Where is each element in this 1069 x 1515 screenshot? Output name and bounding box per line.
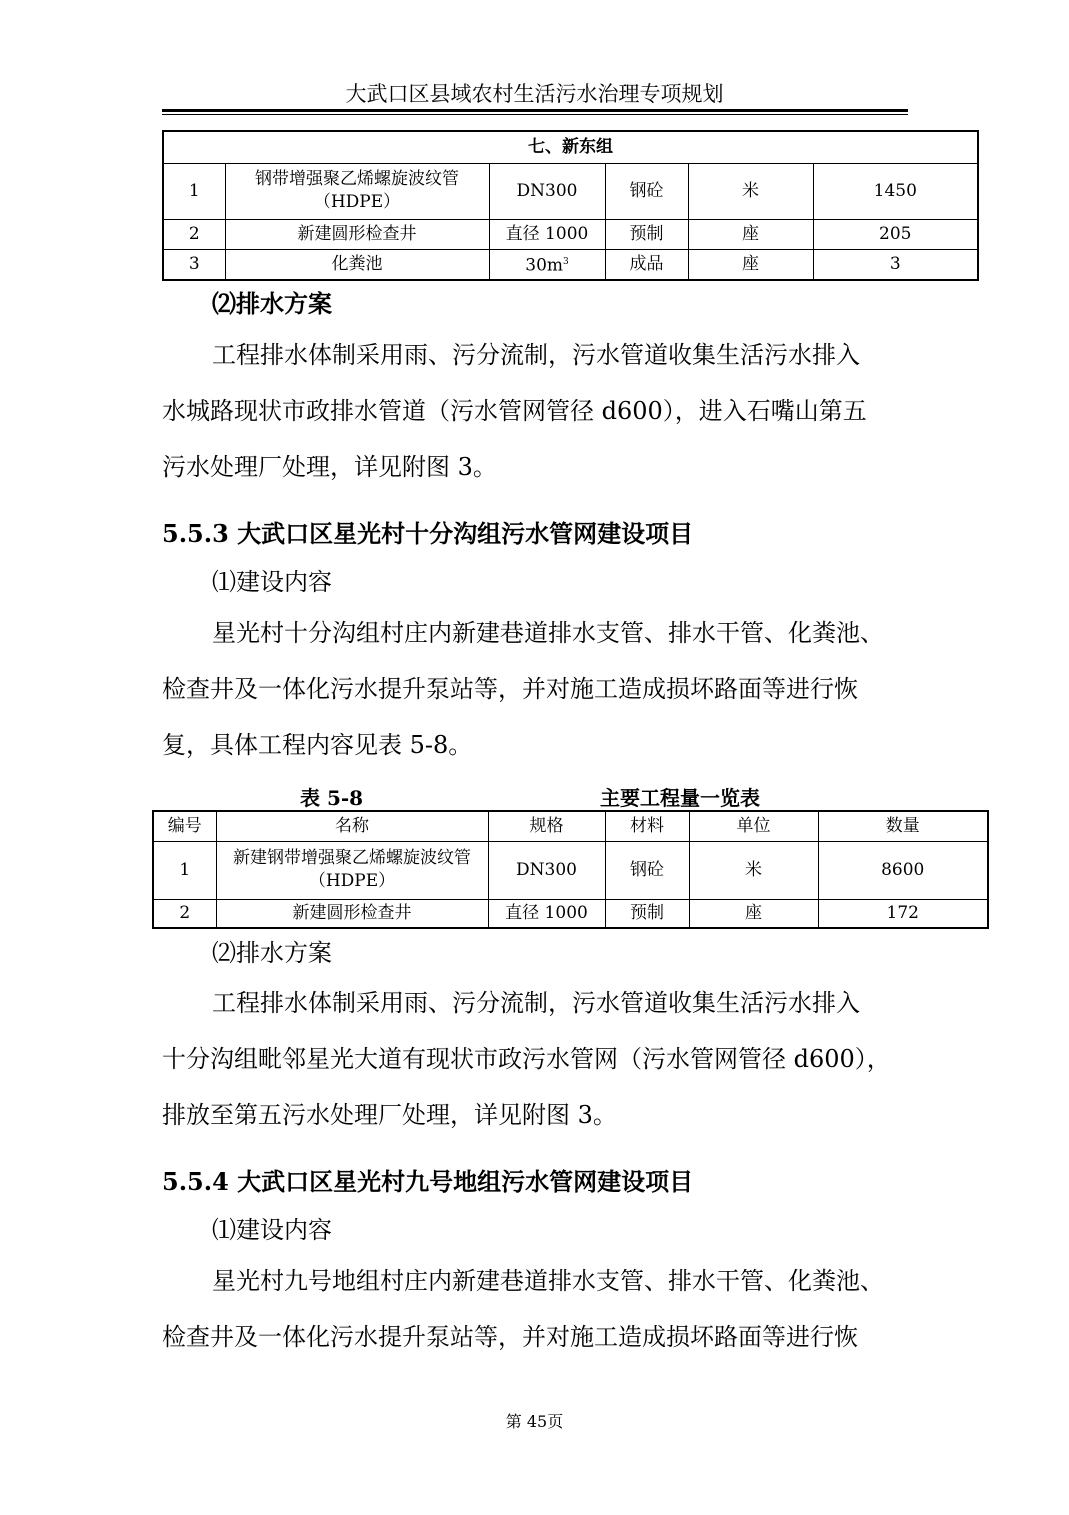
cell-name: 新建圆形检查井 bbox=[216, 899, 488, 928]
cell-unit: 座 bbox=[688, 219, 813, 249]
content-heading: ⑴建设内容 bbox=[212, 1216, 332, 1244]
table-5-8 bbox=[152, 810, 989, 929]
paragraph-line: 十分沟组毗邻星光大道有现状市政污水管网（污水管网管径 d600）， bbox=[162, 1045, 891, 1073]
table-xindong bbox=[162, 130, 979, 281]
paragraph-line: 复，具体工程内容见表 5-8。 bbox=[162, 731, 473, 759]
cell-name: 新建圆形检查井 bbox=[225, 219, 489, 249]
paragraph-line: 星光村九号地组村庄内新建巷道排水支管、排水干管、化粪池、 bbox=[212, 1267, 884, 1295]
table-header-row bbox=[153, 811, 988, 841]
cell-unit: 座 bbox=[688, 249, 813, 280]
table-row bbox=[153, 899, 988, 928]
cell-unit: 米 bbox=[689, 841, 818, 899]
cell-name: 化粪池 bbox=[225, 249, 489, 280]
cell-spec bbox=[489, 249, 605, 280]
table-row bbox=[163, 163, 978, 219]
header-cell: 单位 bbox=[689, 811, 818, 841]
header-cell: 名称 bbox=[216, 811, 488, 841]
drain-heading: ⑵排水方案 bbox=[212, 289, 332, 318]
cell-spec: 直径 1000 bbox=[489, 219, 605, 249]
cell-no: 1 bbox=[153, 841, 216, 899]
cell-material: 钢砼 bbox=[605, 163, 688, 219]
cell-material: 预制 bbox=[605, 899, 689, 928]
cell-no: 2 bbox=[163, 219, 225, 249]
cell-qty: 205 bbox=[813, 219, 978, 249]
paragraph-line: 检查井及一体化污水提升泵站等，并对施工造成损坏路面等进行恢 bbox=[162, 1323, 858, 1351]
cell-spec: 直径 1000 bbox=[488, 899, 605, 928]
spec-superscript: 3 bbox=[563, 256, 569, 267]
table-caption-number: 表 5-8 bbox=[300, 786, 364, 810]
header-cell: 数量 bbox=[818, 811, 988, 841]
cell-material: 成品 bbox=[605, 249, 688, 280]
cell-material: 钢砼 bbox=[605, 841, 689, 899]
table-row bbox=[153, 841, 988, 899]
cell-no: 3 bbox=[163, 249, 225, 280]
paragraph-line: 工程排水体制采用雨、污分流制，污水管道收集生活污水排入 bbox=[212, 989, 860, 1017]
table-section-title: 七、新东组 bbox=[163, 131, 978, 163]
header-cell: 规格 bbox=[488, 811, 605, 841]
cell-qty: 8600 bbox=[818, 841, 988, 899]
cell-qty: 3 bbox=[813, 249, 978, 280]
section-heading: 5.5.4 大武口区星光村九号地组污水管网建设项目 bbox=[162, 1167, 694, 1196]
table-row bbox=[163, 249, 978, 280]
cell-unit: 座 bbox=[689, 899, 818, 928]
paragraph-line: 检查井及一体化污水提升泵站等，并对施工造成损坏路面等进行恢 bbox=[162, 675, 858, 703]
cell-material: 预制 bbox=[605, 219, 688, 249]
paragraph-line: 污水处理厂处理，详见附图 3。 bbox=[162, 453, 497, 481]
header-rule-thin bbox=[162, 114, 908, 115]
cell-qty: 172 bbox=[818, 899, 988, 928]
table-row bbox=[163, 219, 978, 249]
header-rule-thick bbox=[162, 109, 908, 112]
paragraph-line: 水城路现状市政排水管道（污水管网管径 d600），进入石嘴山第五 bbox=[162, 397, 867, 425]
page-number: 第 45页 bbox=[505, 1412, 564, 1431]
section-heading: 5.5.3 大武口区星光村十分沟组污水管网建设项目 bbox=[162, 519, 694, 548]
content-heading: ⑴建设内容 bbox=[212, 568, 332, 596]
cell-no: 1 bbox=[163, 163, 225, 219]
paragraph-line: 星光村十分沟组村庄内新建巷道排水支管、排水干管、化粪池、 bbox=[212, 619, 884, 647]
spec-text: 30m bbox=[525, 255, 564, 276]
page-header: 大武口区县域农村生活污水治理专项规划 bbox=[345, 82, 724, 106]
header-cell: 编号 bbox=[153, 811, 216, 841]
drain-heading: ⑵排水方案 bbox=[212, 939, 332, 967]
paragraph-line: 排放至第五污水处理厂处理，详见附图 3。 bbox=[162, 1101, 617, 1129]
paragraph-line: 工程排水体制采用雨、污分流制，污水管道收集生活污水排入 bbox=[212, 341, 860, 369]
cell-spec: DN300 bbox=[488, 841, 605, 899]
cell-qty: 1450 bbox=[813, 163, 978, 219]
header-cell: 材料 bbox=[605, 811, 689, 841]
cell-no: 2 bbox=[153, 899, 216, 928]
cell-name: 钢带增强聚乙烯螺旋波纹管（HDPE） bbox=[225, 163, 489, 219]
cell-name: 新建钢带增强聚乙烯螺旋波纹管（HDPE） bbox=[216, 841, 488, 899]
cell-unit: 米 bbox=[688, 163, 813, 219]
table-caption-title: 主要工程量一览表 bbox=[600, 786, 760, 810]
cell-spec: DN300 bbox=[489, 163, 605, 219]
